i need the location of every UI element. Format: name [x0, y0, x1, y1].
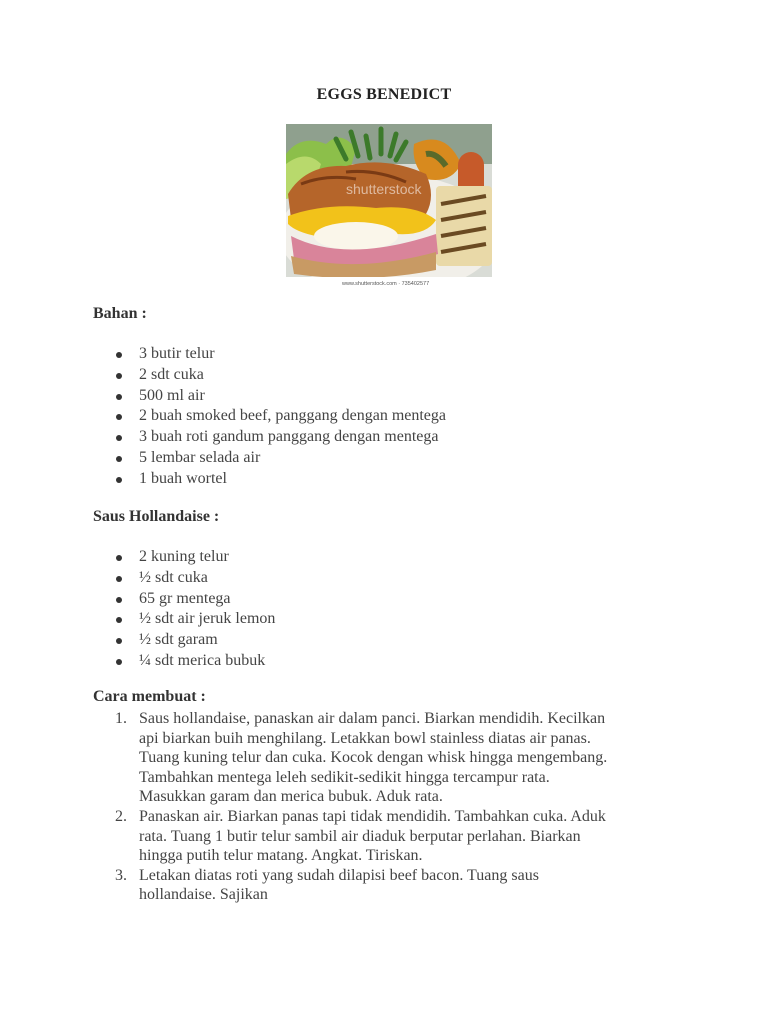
food-photo: [286, 124, 492, 288]
step-line: Tuang kuning telur dan cuka. Kocok dengan whisk hingga mengembang.: [139, 749, 608, 767]
list-item: 2 buah smoked beef, panggang dengan mentega: [0, 406, 446, 427]
bullet-icon: [116, 352, 122, 358]
bullet-icon: [116, 414, 122, 420]
list-item: 5 lembar selada air: [0, 448, 446, 469]
list-item: 3 butir telur: [0, 344, 446, 365]
list-item: ½ sdt garam: [0, 630, 275, 651]
recipe-title: EGGS BENEDICT: [316, 86, 452, 103]
list-item: 2 kuning telur: [0, 547, 275, 568]
bahan-list: [0, 344, 446, 490]
bullet-icon: [116, 659, 122, 665]
step-item: [0, 807, 680, 866]
bullet-icon: [116, 435, 122, 441]
bullet-icon: [116, 638, 122, 644]
cara-steps: [0, 709, 680, 905]
list-item: ¼ sdt merica bubuk: [0, 651, 275, 672]
list-item: 2 sdt cuka: [0, 365, 446, 386]
step-line: Masukkan garam dan merica bubuk. Aduk rata.: [139, 788, 443, 806]
list-item: ½ sdt air jeruk lemon: [0, 609, 275, 630]
step-line: Saus hollandaise, panaskan air dalam panci. Biarkan mendidih. Kecilkan: [139, 710, 606, 727]
saus-list: [0, 547, 275, 672]
step-line: hollandaise. Sajikan: [139, 886, 268, 904]
step-number: 3.: [115, 866, 127, 884]
step-line: Tambahkan mentega leleh sedikit-sedikit hingga tercampur rata.: [139, 768, 550, 786]
step-number: 2.: [115, 807, 127, 825]
bullet-icon: [116, 555, 122, 561]
bullet-icon: [116, 394, 122, 400]
bullet-icon: [116, 576, 122, 582]
bahan-heading: Bahan :: [93, 305, 147, 322]
list-item: ½ sdt cuka: [0, 568, 275, 589]
bullet-icon: [116, 617, 122, 623]
list-item: 3 buah roti gandum panggang dengan mentega: [0, 427, 446, 448]
saus-heading: Saus Hollandaise :: [93, 508, 220, 525]
step-line: Panaskan air. Biarkan panas tapi tidak mendidih. Tambahkan cuka. Aduk: [139, 807, 606, 825]
list-item: 1 buah wortel: [0, 469, 446, 490]
photo-watermark: shutterstock: [346, 181, 422, 197]
cara-heading: Cara membuat :: [93, 688, 206, 705]
list-item: 500 ml air: [0, 386, 446, 407]
step-line: rata. Tuang 1 butir telur sambil air diaduk berputar perlahan. Biarkan: [139, 827, 581, 845]
step-line: Letakan diatas roti yang sudah dilapisi beef bacon. Tuang saus: [139, 866, 539, 884]
photo-caption: www.shutterstock.com · 735402577: [342, 281, 430, 287]
list-item: 65 gr mentega: [0, 589, 275, 610]
step-line: api biarkan buih menghilang. Letakkan bowl stainless diatas air panas.: [139, 729, 591, 747]
bullet-icon: [116, 373, 122, 379]
step-item: [0, 709, 680, 807]
bullet-icon: [116, 597, 122, 603]
bullet-icon: [116, 456, 122, 462]
step-number: 1.: [115, 710, 127, 727]
step-item: [0, 866, 680, 905]
bullet-icon: [116, 477, 122, 483]
step-line: hingga putih telur matang. Angkat. Tiriskan.: [139, 847, 423, 865]
